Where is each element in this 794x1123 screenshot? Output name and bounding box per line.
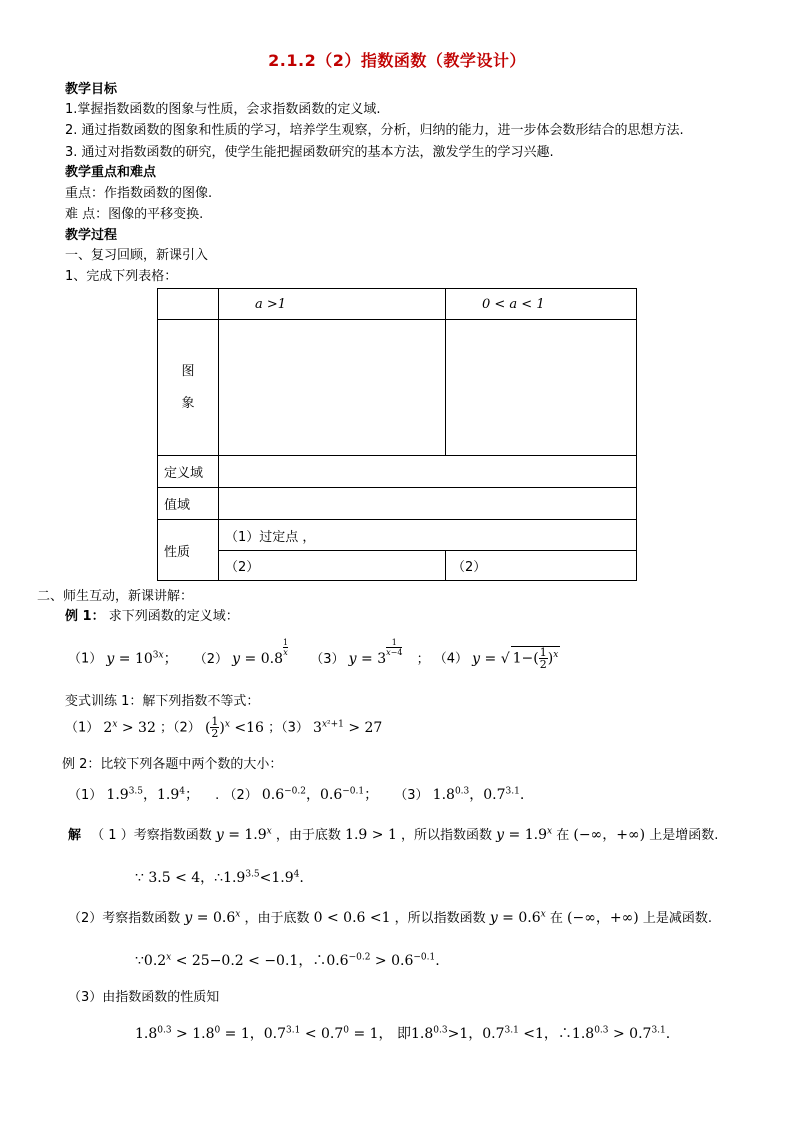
table-row-range-label: 值域 [158,488,219,520]
solution-line-3b: $1.8^{0.3} > 1.8^0 = 1$，$0.7^{3.1} < 0.7^0 = 1$， 即$1.8^{0.3}>1$，$0.7^{3.1} <1$，$\therefore 1.8^{0.3} > 0.7^{3.1}$. [135,1025,671,1042]
example1-prompt: 求下列函数的定义域： [108,609,239,624]
example1-heading [65,608,239,626]
graph-cell-a-lt-1 [446,320,637,456]
variant-heading: 变式训练 1：解下列指数不等式： [65,694,260,709]
variant-formula-1: $2^x > 32$ [103,718,156,736]
solution-line-2b: $\because 0.2^x < 25-0.2 < -0.1$，$\therefore 0.6^{-0.2} > 0.6^{-0.1}$. [135,952,440,969]
variant-formula-2: ( $\frac{1}{2}$ )$^x$ <16 [204,715,264,740]
solution-line-3: （3）由指数函数的性质知 [68,990,220,1005]
objective-2: 2. 通过指数函数的图象和性质的学习，培养学生观察，分析，归纳的能力，进一步体会数形结合的思想方法. [65,123,684,138]
task1-text: 1、完成下列表格： [65,269,178,284]
page-title: 2.1.2（2）指数函数（教学设计） [268,51,526,70]
prop-fixed-point-cell: （1）过定点 ， [219,520,637,551]
properties-table [157,288,637,581]
example1-formula-2: y = 0.8 $\frac{1}{x}$ [232,638,289,667]
example2-items: （1） $1.9^{3.5}$，$1.9^4$； . （2） $0.6^{-0.2}$，$0.6^{-0.1}$； （3） $1.8^{0.3}$，$0.7^{3.1}$. [68,786,525,803]
example1-label: 例 1： [65,609,105,624]
table-row-props-label: 性质 [158,520,219,581]
example1-formula-3: y = 3 $\frac{1}{x-4}$ [348,638,403,667]
example2-formula-1: $1.9^{3.5}$，$1.9^4$； [106,786,200,803]
domain-cell [219,456,637,488]
graph-cell-a-gt-1 [219,320,446,456]
variant-formula-3: $3^{x^2+1} > 27$ [313,718,383,736]
part2-heading: 二、师生互动，新课讲解： [37,589,194,604]
table-row-graph-label: 图 象 [158,320,219,456]
process-heading: 教学过程 [65,228,118,243]
key-difficulty: 难 点：图像的平移变换. [65,207,204,222]
table-header-a-gt-1: a >1 [219,289,446,320]
prop2-cell-a-gt-1: （2） [219,551,446,581]
example2-formula-2: $0.6^{-0.2}$，$0.6^{-0.1}$； [261,786,379,803]
solution-line-1b: ∵ 3.5 < 4，$\therefore 1.9^{3.5}<1.9^4$. [135,869,304,886]
example1-formula-1: $y = 10^{3x}$； [106,649,178,667]
prop2-cell-a-lt-1: （2） [446,551,637,581]
example1-formula-4: y = √ 1−( $\frac{1}{2}$ )$^x$ [472,646,559,671]
example1-items: （1） $y = 10^{3x}$； （2） y = 0.8 $\frac{1}{x}$ （3） y = 3 $\frac{1}{x-4}$ ； （4） y = √ 1−( $\frac{1}{2}$ )$^x$ [68,638,559,671]
example2-formula-3: $1.8^{0.3}$，$0.7^{3.1}$. [432,786,525,803]
solution-line-1: 解 （ 1 ）考察指数函数 $y = 1.9^x$ ，由于底数 1.9 > 1 ，所以指数函数 $y = 1.9^x$ 在 (−∞，+∞) 上是增函数. [68,826,719,843]
key-points-heading: 教学重点和难点 [65,165,157,180]
solution-line-2: （2）考察指数函数 $y = 0.6^x$ ，由于底数 0 < 0.6 <1 ，所以指数函数 $y = 0.6^x$ 在 (−∞，+∞) 上是减函数. [68,909,713,926]
table-header-a-lt-1: 0 < a < 1 [446,289,637,320]
variant-items: （1） $2^x > 32$ ；（2） ( $\frac{1}{2}$ )$^x$ <16 ；（3） $3^{x^2+1} > 27$ [65,715,383,740]
objective-3: 3. 通过对指数函数的研究，使学生能把握函数研究的基本方法，激发学生的学习兴趣. [65,145,554,160]
table-row-domain-label: 定义域 [158,456,219,488]
solution-label: 解 [68,828,82,843]
range-cell [219,488,637,520]
objectives-heading: 教学目标 [65,82,118,97]
table-corner-cell [158,289,219,320]
example2-heading: 例 2：比较下列各题中两个数的大小： [62,757,283,772]
part1-heading: 一、复习回顾，新课引入 [65,248,209,263]
objective-1: 1.掌握指数函数的图象与性质，会求指数函数的定义域. [65,102,381,117]
key-focus: 重点：作指数函数的图像. [65,186,213,201]
